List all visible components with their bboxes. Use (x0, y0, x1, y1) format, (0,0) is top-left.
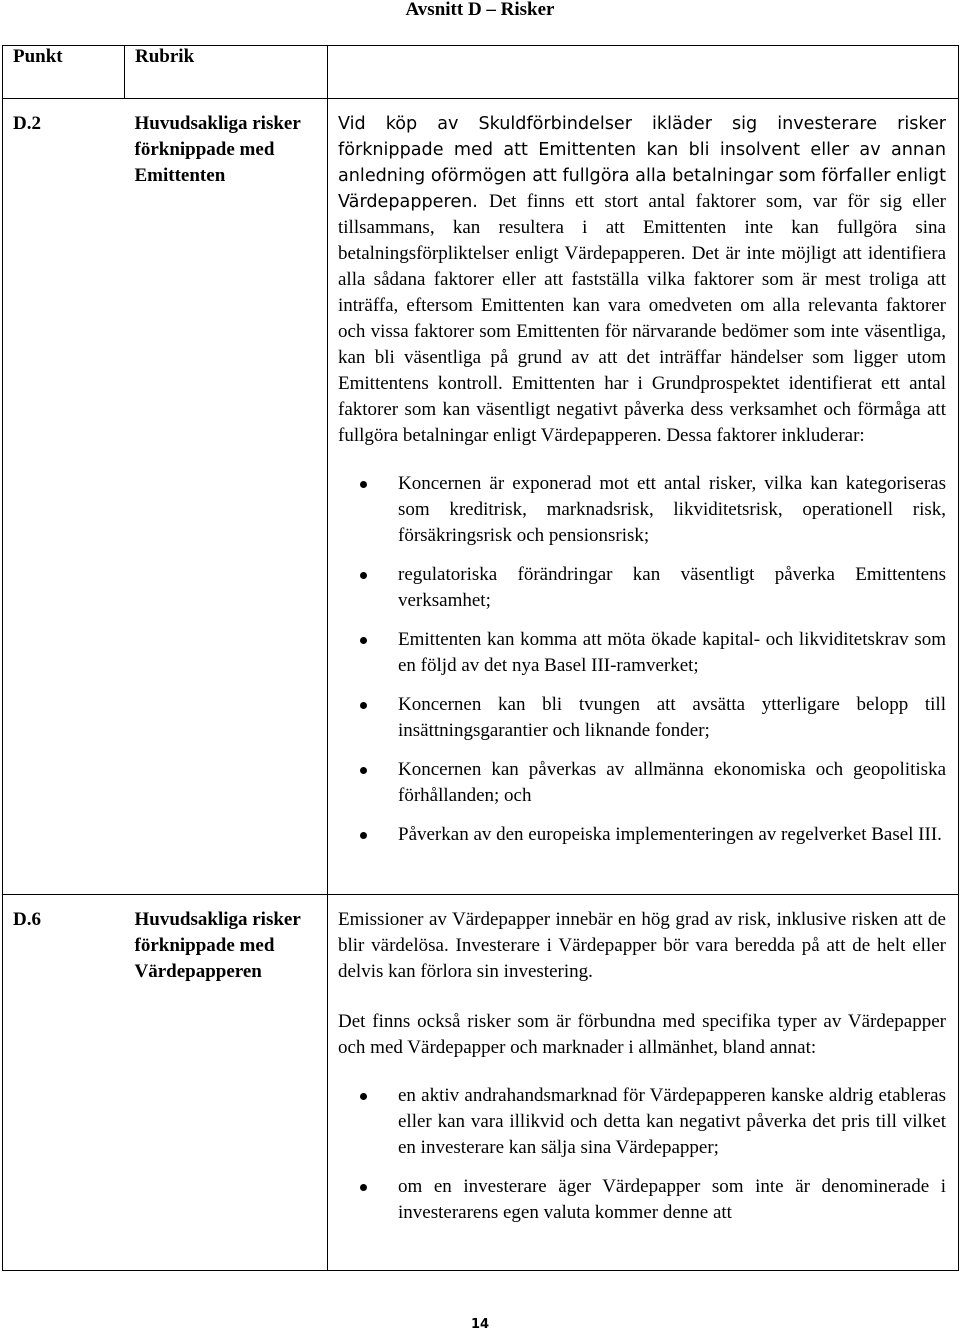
bullet-list (338, 1083, 946, 1226)
paragraph: Emissioner av Värdepapper innebär en hög grad av risk, inklusive risken att de blir värdelösa. Investerare i Värdepapper bör vara beredda på att de helt eller delvis kan förlora sin investering. (338, 909, 946, 982)
paragraph: Vid köp av Skuldförbindelser ikläder sig investerare risker förknippade med att Emittenten kan bli insolvent eller av annan anledning oförmögen att fullgöra alla betalningar som förfaller enligt Värdepapperen. (338, 114, 946, 212)
list-item: Emittenten kan komma att möta ökade kapital- och likviditetskrav som en följd av det nya Basel III-ramverket; (338, 627, 946, 679)
list-item: en aktiv andrahandsmarknad för Värdepapperen kanske aldrig etableras eller kan vara illikvid och detta kan negativt påverka det pris till vilket en investerare kan sälja sina Värdepapper; (338, 1083, 946, 1161)
row-punkt: D.2 (3, 99, 125, 895)
bullet-icon (360, 572, 367, 579)
row-punkt: D.6 (3, 895, 125, 1271)
header-blank (328, 46, 959, 99)
list-item: Koncernen kan påverkas av allmänna ekonomiska och geopolitiska förhållanden; och (338, 757, 946, 809)
bullet-icon (360, 481, 367, 488)
row-rubrik: Huvudsakliga risker förknippade med Värdepapperen (125, 895, 328, 1271)
section-title: Avsnitt D – Risker (405, 0, 555, 20)
bullet-icon (360, 637, 367, 644)
table-header-row (3, 46, 959, 99)
bullet-icon (360, 767, 367, 774)
list-item: Påverkan av den europeiska implementeringen av regelverket Basel III. (338, 822, 946, 848)
header-rubrik: Rubrik (125, 46, 328, 99)
list-item: om en investerare äger Värdepapper som inte är denominerade i investerarens egen valuta kommer denne att (338, 1174, 946, 1226)
paragraph: Det är inte möjligt att identifiera alla sådana faktorer eller att fastställa vilka faktorer som är mest troliga att inträffa, eftersom Emittenten kan vara omedveten om alla relevanta faktorer och vissa faktorer som Emittenten för närvarande bedömer som inte väsentliga, kan bli väsentliga på grund av att det inträffar händelser som ligger utom Emittentens kontroll. Emittenten har i Grundprospektet identifierat ett antal faktorer som kan väsentligt negativt påverka dess verksamhet och förmåga att fullgöra betalningar enligt Värdepapperen. Dessa faktorer inkluderar: (338, 243, 947, 446)
bullet-list (338, 471, 946, 848)
bullet-icon (360, 1184, 367, 1191)
table-row (3, 99, 959, 895)
row-content (328, 895, 959, 1271)
bullet-icon (360, 832, 367, 839)
list-item: Koncernen är exponerad mot ett antal risker, vilka kan kategoriseras som kreditrisk, marknadsrisk, likviditetsrisk, operationell risk, försäkringsrisk och pensionsrisk; (338, 471, 946, 549)
row-content (328, 99, 959, 895)
table-row (3, 895, 959, 1271)
paragraph: Det finns också risker som är förbundna med specifika typer av Värdepapper och med Värdepapper och marknader i allmänhet, bland annat: (338, 1011, 946, 1058)
row-rubrik: Huvudsakliga risker förknippade med Emittenten (125, 99, 328, 895)
paragraph: Det finns ett stort antal faktorer som, var för sig eller tillsammans, kan resultera i att Emittenten inte kan fullgöra sina betalningsförpliktelser enligt Värdepapperen. (338, 191, 946, 264)
list-item: Koncernen kan bli tvungen att avsätta ytterligare belopp till insättningsgarantier och liknande fonder; (338, 692, 946, 744)
bullet-icon (360, 1093, 367, 1100)
list-item: regulatoriska förändringar kan väsentligt påverka Emittentens verksamhet; (338, 562, 946, 614)
header-punkt: Punkt (3, 46, 125, 99)
risk-table (2, 45, 959, 1271)
page-number: 14 (470, 1317, 490, 1332)
bullet-icon (360, 702, 367, 709)
